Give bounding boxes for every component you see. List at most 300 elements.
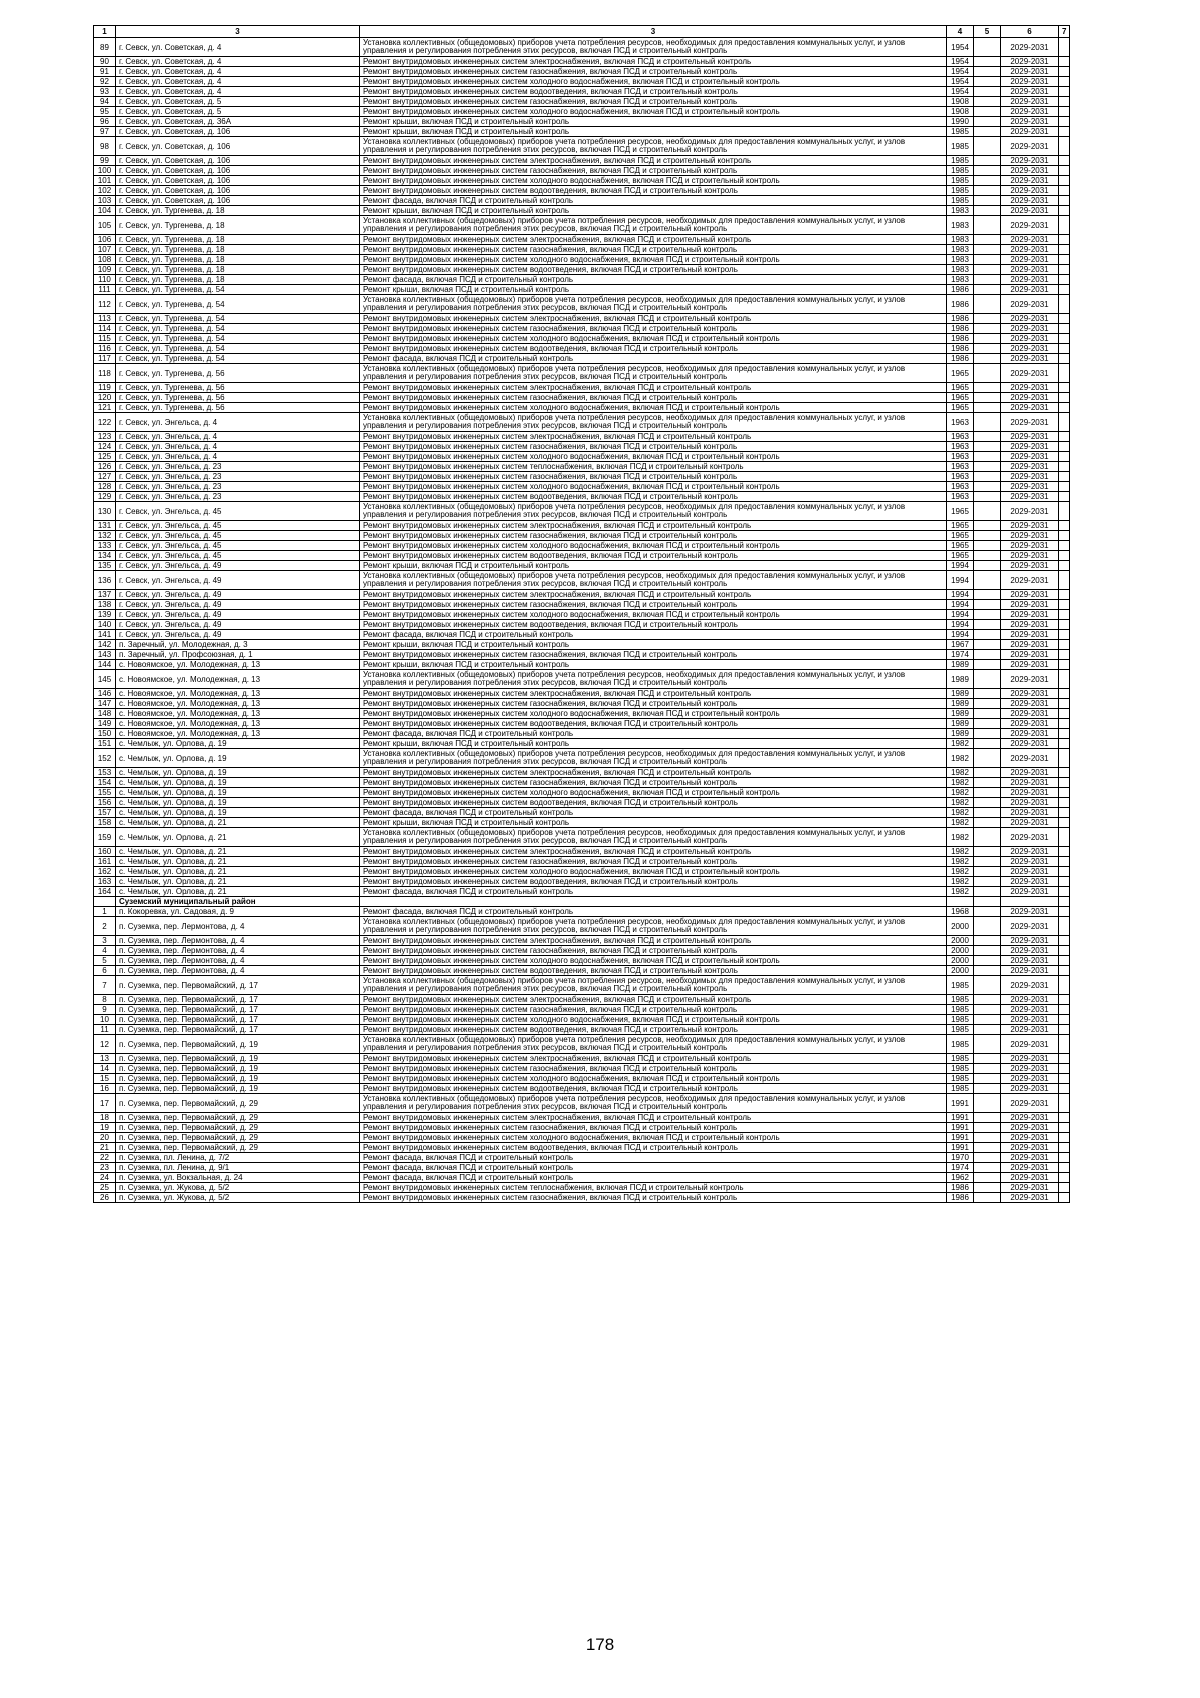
address-cell: г. Севск, ул. Советская, д. 106 <box>116 127 360 137</box>
table-row <box>94 729 1163 739</box>
empty-cell <box>974 344 1001 354</box>
empty-cell <box>1059 403 1070 413</box>
table-row <box>94 364 1163 383</box>
empty-cell <box>1059 1113 1070 1123</box>
row-spacer <box>1070 995 1163 1005</box>
build-year-cell: 1994 <box>947 620 974 630</box>
work-type-cell: Ремонт внутридомовых инженерных систем теплоснабжения, включая ПСД и строительный контроль <box>360 462 947 472</box>
period-cell: 2029-2031 <box>1001 196 1059 206</box>
period-cell: 2029-2031 <box>1001 1183 1059 1193</box>
row-spacer <box>1070 77 1163 87</box>
table-row <box>94 245 1163 255</box>
empty-cell <box>974 216 1001 235</box>
empty-cell <box>1059 137 1070 156</box>
address-cell: п. Суземка, пл. Ленина, д. 9/1 <box>116 1163 360 1173</box>
work-type-cell: Ремонт внутридомовых инженерных систем газоснабжения, включая ПСД и строительный контроль <box>360 97 947 107</box>
address-cell: г. Севск, ул. Советская, д. 106 <box>116 137 360 156</box>
row-number: 90 <box>94 57 116 67</box>
row-number: 130 <box>94 502 116 521</box>
address-cell: г. Севск, ул. Советская, д. 106 <box>116 156 360 166</box>
empty-cell <box>1059 472 1070 482</box>
empty-cell <box>974 1183 1001 1193</box>
empty-cell <box>1059 393 1070 403</box>
work-type-cell: Ремонт внутридомовых инженерных систем холодного водоснабжения, включая ПСД и строительный контроль <box>360 107 947 117</box>
row-spacer <box>1070 610 1163 620</box>
table-row <box>94 1153 1163 1163</box>
address-cell: г. Севск, ул. Энгельса, д. 4 <box>116 452 360 462</box>
table-row <box>94 521 1163 531</box>
row-number: 118 <box>94 364 116 383</box>
row-spacer <box>1070 640 1163 650</box>
address-cell: г. Севск, ул. Энгельса, д. 23 <box>116 472 360 482</box>
period-cell: 2029-2031 <box>1001 788 1059 798</box>
work-type-cell: Ремонт внутридомовых инженерных систем газоснабжения, включая ПСД и строительный контроль <box>360 166 947 176</box>
build-year-cell: 1983 <box>947 275 974 285</box>
build-year-cell: 1986 <box>947 285 974 295</box>
row-number: 3 <box>94 936 116 946</box>
empty-cell <box>1059 1163 1070 1173</box>
period-cell: 2029-2031 <box>1001 1064 1059 1074</box>
empty-cell <box>974 1064 1001 1074</box>
row-spacer <box>1070 877 1163 887</box>
row-spacer <box>1070 600 1163 610</box>
empty-cell <box>1059 768 1070 778</box>
build-year-cell: 1982 <box>947 867 974 877</box>
row-spacer <box>1070 1143 1163 1153</box>
empty-cell <box>1059 808 1070 818</box>
address-cell: с. Новоямское, ул. Молодежная, д. 13 <box>116 699 360 709</box>
row-spacer <box>1070 551 1163 561</box>
table-row <box>94 1064 1163 1074</box>
address-cell: г. Севск, ул. Энгельса, д. 4 <box>116 442 360 452</box>
row-number: 117 <box>94 354 116 364</box>
row-spacer <box>1070 1074 1163 1084</box>
address-cell: п. Суземка, пер. Первомайский, д. 29 <box>116 1123 360 1133</box>
table-row <box>94 1173 1163 1183</box>
table-row <box>94 1025 1163 1035</box>
address-cell: г. Севск, ул. Тургенева, д. 56 <box>116 393 360 403</box>
build-year-cell: 1986 <box>947 324 974 334</box>
empty-cell <box>974 689 1001 699</box>
table-row <box>94 492 1163 502</box>
row-spacer <box>1070 946 1163 956</box>
row-number: 17 <box>94 1094 116 1113</box>
empty-cell <box>1059 502 1070 521</box>
table-row <box>94 818 1163 828</box>
empty-cell <box>1059 1054 1070 1064</box>
work-type-cell: Ремонт внутридомовых инженерных систем электроснабжения, включая ПСД и строительный контроль <box>360 689 947 699</box>
build-year-cell: 1908 <box>947 97 974 107</box>
row-spacer <box>1070 87 1163 97</box>
period-cell: 2029-2031 <box>1001 77 1059 87</box>
work-type-cell: Ремонт внутридомовых инженерных систем электроснабжения, включая ПСД и строительный контроль <box>360 156 947 166</box>
work-type-cell: Ремонт внутридомовых инженерных систем газоснабжения, включая ПСД и строительный контроль <box>360 1064 947 1074</box>
address-cell: с. Чемлыж, ул. Орлова, д. 21 <box>116 867 360 877</box>
build-year-cell: 1985 <box>947 1025 974 1035</box>
build-year-cell: 1985 <box>947 156 974 166</box>
table-row <box>94 936 1163 946</box>
work-type-cell: Ремонт внутридомовых инженерных систем газоснабжения, включая ПСД и строительный контроль <box>360 650 947 660</box>
empty-cell <box>1059 729 1070 739</box>
build-year-cell: 1991 <box>947 1113 974 1123</box>
period-cell: 2029-2031 <box>1001 976 1059 995</box>
row-number: 94 <box>94 97 116 107</box>
table-row <box>94 551 1163 561</box>
build-year-cell: 1982 <box>947 877 974 887</box>
empty-cell <box>1059 867 1070 877</box>
row-spacer <box>1070 413 1163 432</box>
empty-cell <box>1059 660 1070 670</box>
row-spacer <box>1070 295 1163 314</box>
build-year-cell: 1985 <box>947 995 974 1005</box>
row-number: 163 <box>94 877 116 887</box>
period-cell: 2029-2031 <box>1001 729 1059 739</box>
table-row <box>94 867 1163 877</box>
address-cell: г. Севск, ул. Тургенева, д. 54 <box>116 354 360 364</box>
empty-cell <box>1059 1133 1070 1143</box>
row-spacer <box>1070 364 1163 383</box>
address-cell: п. Кокоревка, ул. Садовая, д. 9 <box>116 907 360 917</box>
empty-cell <box>1059 77 1070 87</box>
table-row <box>94 1163 1163 1173</box>
table-row <box>94 620 1163 630</box>
period-cell: 2029-2031 <box>1001 867 1059 877</box>
work-type-cell: Ремонт внутридомовых инженерных систем водоотведения, включая ПСД и строительный контроль <box>360 492 947 502</box>
address-cell: п. Суземка, пер. Лермонтова, д. 4 <box>116 917 360 936</box>
address-cell: г. Севск, ул. Тургенева, д. 18 <box>116 255 360 265</box>
period-cell: 2029-2031 <box>1001 1094 1059 1113</box>
empty-cell <box>1059 354 1070 364</box>
address-cell: г. Севск, ул. Тургенева, д. 18 <box>116 275 360 285</box>
build-year-cell: 1985 <box>947 1035 974 1054</box>
row-number: 106 <box>94 235 116 245</box>
period-cell: 2029-2031 <box>1001 689 1059 699</box>
table-row <box>94 778 1163 788</box>
period-cell: 2029-2031 <box>1001 561 1059 571</box>
row-spacer <box>1070 334 1163 344</box>
period-cell: 2029-2031 <box>1001 206 1059 216</box>
empty-cell <box>974 127 1001 137</box>
work-type-cell: Ремонт крыши, включая ПСД и строительный контроль <box>360 818 947 828</box>
table-row <box>94 966 1163 976</box>
row-spacer <box>1070 275 1163 285</box>
address-cell: с. Новоямское, ул. Молодежная, д. 13 <box>116 660 360 670</box>
period-cell: 2029-2031 <box>1001 176 1059 186</box>
empty-cell <box>974 57 1001 67</box>
work-type-cell: Ремонт фасада, включая ПСД и строительный контроль <box>360 1153 947 1163</box>
address-cell: г. Севск, ул. Тургенева, д. 18 <box>116 235 360 245</box>
build-year-cell: 1983 <box>947 235 974 245</box>
empty-cell <box>974 828 1001 847</box>
empty-cell <box>1059 739 1070 749</box>
row-number: 107 <box>94 245 116 255</box>
period-cell: 2029-2031 <box>1001 1015 1059 1025</box>
empty-cell <box>974 206 1001 216</box>
work-type-cell: Ремонт внутридомовых инженерных систем холодного водоснабжения, включая ПСД и строительный контроль <box>360 1074 947 1084</box>
table-row <box>94 788 1163 798</box>
row-spacer <box>1070 719 1163 729</box>
row-spacer <box>1070 1163 1163 1173</box>
address-cell: с. Чемлыж, ул. Орлова, д. 21 <box>116 847 360 857</box>
empty-cell <box>1059 413 1070 432</box>
row-spacer <box>1070 235 1163 245</box>
address-cell: г. Севск, ул. Советская, д. 4 <box>116 67 360 77</box>
table-row <box>94 650 1163 660</box>
empty-cell <box>1059 610 1070 620</box>
table-row <box>94 600 1163 610</box>
work-schedule-table <box>93 25 1163 1203</box>
work-type-cell: Ремонт внутридомовых инженерных систем водоотведения, включая ПСД и строительный контроль <box>360 87 947 97</box>
header-cell: 3 <box>116 26 360 38</box>
work-type-cell: Ремонт внутридомовых инженерных систем газоснабжения, включая ПСД и строительный контроль <box>360 699 947 709</box>
work-type-cell: Установка коллективных (общедомовых) приборов учета потребления ресурсов, необходимых для предоставления коммунальных услуг, и узлов управления и регулирования потребления этих ресурсов, включая ПСД и строительный контроль <box>360 917 947 936</box>
row-spacer <box>1070 482 1163 492</box>
table-row <box>94 689 1163 699</box>
empty-cell <box>974 699 1001 709</box>
period-cell: 2029-2031 <box>1001 1084 1059 1094</box>
row-number: 24 <box>94 1173 116 1183</box>
period-cell: 2029-2031 <box>1001 1173 1059 1183</box>
address-cell: п. Суземка, пер. Первомайский, д. 29 <box>116 1113 360 1123</box>
work-type-cell: Ремонт внутридомовых инженерных систем газоснабжения, включая ПСД и строительный контроль <box>360 531 947 541</box>
empty-cell <box>974 1054 1001 1064</box>
table-row <box>94 749 1163 768</box>
row-number: 91 <box>94 67 116 77</box>
period-cell: 2029-2031 <box>1001 156 1059 166</box>
row-spacer <box>1070 828 1163 847</box>
empty-cell <box>1059 917 1070 936</box>
empty-cell <box>1059 976 1070 995</box>
work-type-cell: Ремонт фасада, включая ПСД и строительный контроль <box>360 354 947 364</box>
period-cell: 2029-2031 <box>1001 393 1059 403</box>
row-number: 98 <box>94 137 116 156</box>
row-spacer <box>1070 67 1163 77</box>
row-spacer <box>1070 1094 1163 1113</box>
build-year-cell: 1985 <box>947 1064 974 1074</box>
row-number: 2 <box>94 917 116 936</box>
table-row <box>94 768 1163 778</box>
empty-cell <box>974 472 1001 482</box>
work-type-cell: Установка коллективных (общедомовых) приборов учета потребления ресурсов, необходимых для предоставления коммунальных услуг, и узлов управления и регулирования потребления этих ресурсов, включая ПСД и строительный контроль <box>360 364 947 383</box>
table-row <box>94 887 1163 897</box>
row-number: 159 <box>94 828 116 847</box>
row-spacer <box>1070 1084 1163 1094</box>
build-year-cell: 1982 <box>947 788 974 798</box>
table-row <box>94 571 1163 590</box>
address-cell: с. Новоямское, ул. Молодежная, д. 13 <box>116 689 360 699</box>
address-cell: г. Севск, ул. Энгельса, д. 4 <box>116 432 360 442</box>
empty-cell <box>974 630 1001 640</box>
period-cell: 2029-2031 <box>1001 768 1059 778</box>
address-cell: п. Суземка, ул. Жукова, д. 5/2 <box>116 1193 360 1203</box>
period-cell: 2029-2031 <box>1001 38 1059 57</box>
empty-cell <box>974 295 1001 314</box>
work-type-cell: Ремонт внутридомовых инженерных систем холодного водоснабжения, включая ПСД и строительный контроль <box>360 610 947 620</box>
table-row <box>94 87 1163 97</box>
empty-cell <box>1059 1143 1070 1153</box>
empty-cell <box>1059 383 1070 393</box>
address-cell: г. Севск, ул. Энгельса, д. 49 <box>116 610 360 620</box>
address-cell: г. Севск, ул. Тургенева, д. 56 <box>116 364 360 383</box>
build-year-cell: 1968 <box>947 907 974 917</box>
row-spacer <box>1070 344 1163 354</box>
empty-cell <box>974 917 1001 936</box>
empty-cell <box>1059 97 1070 107</box>
empty-cell <box>974 1074 1001 1084</box>
row-number: 110 <box>94 275 116 285</box>
empty-cell <box>974 995 1001 1005</box>
empty-cell <box>974 877 1001 887</box>
period-cell: 2029-2031 <box>1001 1035 1059 1054</box>
address-cell: с. Чемлыж, ул. Орлова, д. 21 <box>116 818 360 828</box>
row-number: 132 <box>94 531 116 541</box>
empty-cell <box>974 590 1001 600</box>
address-cell: г. Севск, ул. Энгельса, д. 49 <box>116 571 360 590</box>
work-type-cell: Ремонт внутридомовых инженерных систем водоотведения, включая ПСД и строительный контроль <box>360 551 947 561</box>
address-cell: г. Севск, ул. Советская, д. 106 <box>116 186 360 196</box>
address-cell: п. Суземка, пер. Первомайский, д. 17 <box>116 1005 360 1015</box>
empty-cell <box>1059 1064 1070 1074</box>
empty-cell <box>1059 1025 1070 1035</box>
header-cell: 1 <box>94 26 116 38</box>
table-row <box>94 1054 1163 1064</box>
table-row <box>94 907 1163 917</box>
table-row <box>94 67 1163 77</box>
table-row <box>94 57 1163 67</box>
empty-cell <box>1059 1074 1070 1084</box>
empty-cell <box>974 1163 1001 1173</box>
empty-cell <box>1059 432 1070 442</box>
address-cell: п. Суземка, пер. Первомайский, д. 17 <box>116 976 360 995</box>
row-number: 104 <box>94 206 116 216</box>
empty-cell <box>974 620 1001 630</box>
empty-cell <box>1059 699 1070 709</box>
row-number: 1 <box>94 907 116 917</box>
empty-cell <box>1059 245 1070 255</box>
address-cell: п. Суземка, ул. Жукова, д. 5/2 <box>116 1183 360 1193</box>
row-number: 25 <box>94 1183 116 1193</box>
address-cell: п. Суземка, пер. Первомайский, д. 29 <box>116 1133 360 1143</box>
row-spacer <box>1070 156 1163 166</box>
table-body <box>94 38 1163 1203</box>
table-row <box>94 739 1163 749</box>
address-cell: с. Чемлыж, ул. Орлова, д. 19 <box>116 749 360 768</box>
period-cell: 2029-2031 <box>1001 186 1059 196</box>
empty-cell <box>1059 689 1070 699</box>
address-cell: п. Суземка, пер. Лермонтова, д. 4 <box>116 946 360 956</box>
table-header-row <box>94 26 1163 38</box>
row-number: 145 <box>94 670 116 689</box>
row-spacer <box>1070 1025 1163 1035</box>
row-spacer <box>1070 699 1163 709</box>
empty-cell <box>1059 452 1070 462</box>
empty-cell <box>974 946 1001 956</box>
row-number: 102 <box>94 186 116 196</box>
build-year-cell: 1965 <box>947 531 974 541</box>
table-row <box>94 660 1163 670</box>
work-type-cell: Ремонт внутридомовых инженерных систем газоснабжения, включая ПСД и строительный контроль <box>360 324 947 334</box>
empty-cell <box>1059 887 1070 897</box>
row-spacer <box>1070 166 1163 176</box>
row-spacer <box>1070 245 1163 255</box>
row-number: 158 <box>94 818 116 828</box>
header-cell: 7 <box>1059 26 1070 38</box>
row-number: 116 <box>94 344 116 354</box>
row-number: 11 <box>94 1025 116 1035</box>
empty-cell <box>974 482 1001 492</box>
table-row <box>94 176 1163 186</box>
table-row <box>94 117 1163 127</box>
build-year-cell: 1985 <box>947 127 974 137</box>
address-cell: г. Севск, ул. Тургенева, д. 18 <box>116 245 360 255</box>
build-year-cell: 1989 <box>947 729 974 739</box>
table-row <box>94 610 1163 620</box>
empty-cell <box>1059 1035 1070 1054</box>
table-row <box>94 1193 1163 1203</box>
period-cell: 2029-2031 <box>1001 255 1059 265</box>
work-type-cell: Установка коллективных (общедомовых) приборов учета потребления ресурсов, необходимых для предоставления коммунальных услуг, и узлов управления и регулирования потребления этих ресурсов, включая ПСД и строительный контроль <box>360 216 947 235</box>
empty-cell <box>974 413 1001 432</box>
empty-cell <box>974 521 1001 531</box>
address-cell: п. Суземка, пл. Ленина, д. 7/2 <box>116 1153 360 1163</box>
empty-cell <box>974 739 1001 749</box>
row-spacer <box>1070 768 1163 778</box>
row-spacer <box>1070 1193 1163 1203</box>
row-spacer <box>1070 590 1163 600</box>
row-number: 128 <box>94 482 116 492</box>
period-cell: 2029-2031 <box>1001 275 1059 285</box>
row-spacer <box>1070 936 1163 946</box>
table-row <box>94 1123 1163 1133</box>
period-cell: 2029-2031 <box>1001 462 1059 472</box>
row-number: 93 <box>94 87 116 97</box>
work-type-cell: Ремонт крыши, включая ПСД и строительный контроль <box>360 117 947 127</box>
build-year-cell: 2000 <box>947 966 974 976</box>
empty-cell <box>1059 1183 1070 1193</box>
work-type-cell: Установка коллективных (общедомовых) приборов учета потребления ресурсов, необходимых для предоставления коммунальных услуг, и узлов управления и регулирования потребления этих ресурсов, включая ПСД и строительный контроль <box>360 828 947 847</box>
work-type-cell: Ремонт внутридомовых инженерных систем электроснабжения, включая ПСД и строительный контроль <box>360 768 947 778</box>
empty-cell <box>974 976 1001 995</box>
work-type-cell: Ремонт внутридомовых инженерных систем водоотведения, включая ПСД и строительный контроль <box>360 265 947 275</box>
build-year-cell: 1982 <box>947 778 974 788</box>
period-cell: 2029-2031 <box>1001 778 1059 788</box>
empty-cell <box>974 1153 1001 1163</box>
build-year-cell: 1994 <box>947 610 974 620</box>
table-row <box>94 808 1163 818</box>
address-cell: п. Заречный, ул. Профсоюзная, д. 1 <box>116 650 360 660</box>
table-row <box>94 1084 1163 1094</box>
empty-cell <box>974 186 1001 196</box>
table-row <box>94 265 1163 275</box>
row-number: 5 <box>94 956 116 966</box>
period-cell: 2029-2031 <box>1001 887 1059 897</box>
build-year-cell: 1989 <box>947 709 974 719</box>
period-cell: 2029-2031 <box>1001 995 1059 1005</box>
empty-cell <box>974 196 1001 206</box>
period-cell: 2029-2031 <box>1001 364 1059 383</box>
table-row <box>94 383 1163 393</box>
empty-cell <box>1059 778 1070 788</box>
empty-cell <box>1059 1094 1070 1113</box>
row-number: 154 <box>94 778 116 788</box>
empty-cell <box>974 1035 1001 1054</box>
empty-cell <box>974 275 1001 285</box>
row-number: 101 <box>94 176 116 186</box>
work-type-cell: Ремонт крыши, включая ПСД и строительный контроль <box>360 561 947 571</box>
address-cell: г. Севск, ул. Советская, д. 5 <box>116 97 360 107</box>
build-year-cell: 1994 <box>947 600 974 610</box>
address-cell: г. Севск, ул. Энгельса, д. 45 <box>116 531 360 541</box>
